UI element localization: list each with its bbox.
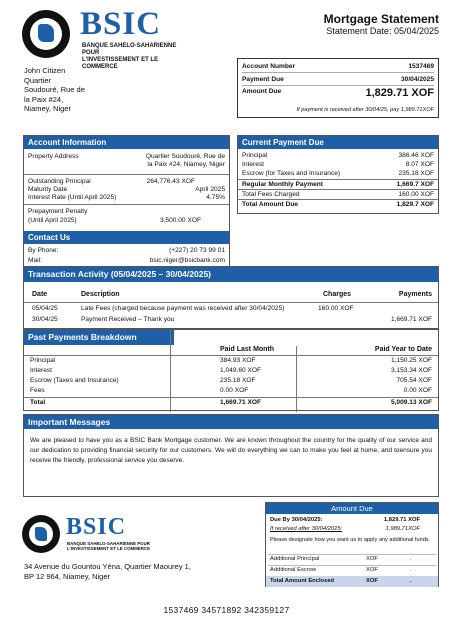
account-number: 1537469 [408,63,434,70]
remittance-code: 1537469 34571892 342359127 [163,605,290,615]
table-row: 30/04/25 Payment Received – Thank you 1,669.71 XOF [32,316,432,323]
payment-due-date: 30/04/2025 [400,76,434,83]
additional-escrow-row[interactable]: Additional Escrow XOF . [270,567,412,573]
total-enclosed-row[interactable]: Total Amount Enclosed XOF . [270,578,412,584]
additional-principal-row[interactable]: Additional Principal XOF . [270,556,412,562]
customer-address: John Citizen Quartier Soudouré, Rue de la Paix #24, Niamey, Niger [24,66,85,114]
current-payment-header: Current Payment Due [238,136,438,149]
contact-us-header: Contact Us [24,231,229,244]
late-payment-note: If payment is received after 30/04/25, pay 1,989.71XOF [296,107,434,113]
important-messages-panel [23,414,439,497]
current-payment-panel: Current Payment Due Principal 386.46 XOF Interest 8.07 XOF Escrow (for Taxes and Insurance) 235.18 XOF Regular Monthly Payment 1,669.7 XOF Total Fees Charged 160.00 XOF Total Amount Due 1,829.7 XOF [237,135,439,214]
statement-date: Statement Date: 05/04/2025 [326,26,439,36]
past-payments-panel: Past Payments Breakdown Paid Last Month Paid Year to Date Principal 384.93 XOF 1,150.25 XOF Interest 1,049.60 XOF 3,153.34 XOF Escrow (Taxes and Insurance) 235.18 XOF 705.54 XOF Fees 0.00 XOF 0.00 XOF Total 1,669.71 XOF 5,009.13 XOF [23,329,439,411]
customer-name: John Citizen [24,66,66,75]
remittance-slip: Amount Due Due By 30/04/2025: 1,829.71 XOF If received after 30/04/2025: 1,989.71XOF Please designate how you want us to apply any additional funds. Additional Principal XOF . Additional Escrow XOF . Total Amount Enclosed XOF . [265,502,439,587]
remittance-header: Amount Due [266,503,438,514]
bank-logo-bottom: BSIC BANQUE SAHELO-SAHARIENNE POUR L'INVESTISSEMENT ET LE COMMERCE [22,515,162,555]
amount-due-value: 1,829.71 XOF [365,87,434,99]
account-information-header: Account Information [24,136,229,149]
account-information-panel: Account Information Property Address Quartier Soudouré, Rue de la Paix #24, Niamey, Niger Outstanding Principal 264,776.43 XOF Maturity Date April 2025 Interest Rate (Until April 2025) 4.75% Prepayment Penalty (Until April 2025) 3,500.00 XOF Contact Us By Phone: (+227) 20 73 99 01 Mail: bsic.niger@bsicbank.com [23,135,230,268]
logo-wordmark: BSIC [80,6,162,42]
statement-title: Mortgage Statement [323,12,439,26]
contact-email[interactable]: bsic.niger@bsicbank.com [149,257,225,264]
transaction-activity-header: Transaction Activity (05/04/2025 – 30/04/2025) [24,267,438,282]
contact-phone: (+227) 20 73 99 01 [169,247,225,254]
bank-address: 34 Avenue du Gountou Yéna, Quartier Maourey 1, BP 12 964, Niamey, Niger [24,562,191,581]
table-row: 05/04/25 Late Fees (charged because payment was received after 30/04/2025) 160.00 XOF [32,305,354,312]
bank-logo [20,6,190,70]
important-messages-header: Important Messages [24,415,438,429]
summary-box: Account Number 1537469 Payment Due 30/04/2025 Amount Due 1,829.71 XOF If payment is received after 30/04/25, pay 1,989.71XOF [237,58,439,118]
logo-subtitle: BANQUE SAHELO-SAHARIENNE POUR L'INVESTISSEMENT ET LE COMMERCE [82,43,177,70]
past-payments-header: Past Payments Breakdown [24,330,174,345]
transaction-activity-panel: Transaction Activity (05/04/2025 – 30/04/2025) Date Description Charges Payments 05/04/25 Late Fees (charged because payment was received after 30/04/2025) 160.00 XOF 30/04/25 Payment Received – Thank you 1,669.71 XOF [23,266,439,329]
important-messages-body: We are pleased to have you as a BSIC Bank Mortgage customer. We are known throughout the country for the quality of our service and our dedication to providing financial security for our customers. We will do everything we can to make you feel at home, and toensure you receive the friendly, professional service you deserve. [30,437,432,465]
